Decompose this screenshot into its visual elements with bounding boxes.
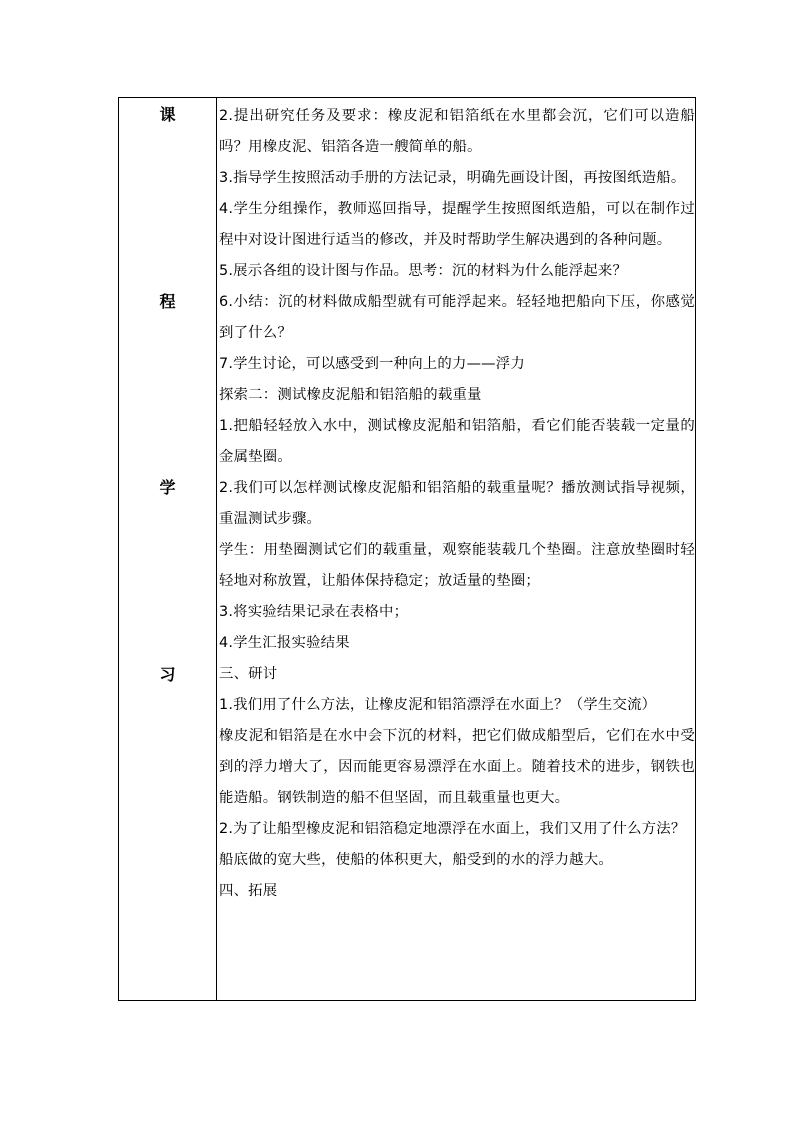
content-column [217,98,695,1000]
paragraph: 橡皮泥和铝箔是在水中会下沉的材料，把它们做成船型后，它们在水中受到的浮力增大了，因而能更容易漂浮在水面上。随着技术的进步，钢铁也能造船。钢铁制造的船不但坚固，而且载重量也更大。 [219,728,695,806]
section-label-char: 习 [159,665,176,684]
section-heading: 三、研讨 [219,666,278,682]
paragraph: 2.我们可以怎样测试橡皮泥船和铝箔船的载重量呢？播放测试指导视频，重温测试步骤。 [219,480,695,527]
paragraph: 7.学生讨论，可以感受到一种向上的力——浮力 [219,356,525,372]
content-text [217,98,695,907]
section-heading: 四、拓展 [219,883,278,899]
section-heading: 探索二：测试橡皮泥船和铝箔船的载重量 [219,387,482,403]
section-label-column [119,98,217,1000]
paragraph: 3.指导学生按照活动手册的方法记录，明确先画设计图，再按图纸造船。 [219,170,686,186]
paragraph: 2.为了让船型橡皮泥和铝箔稳定地漂浮在水面上，我们又用了什么方法？ [219,821,686,837]
paragraph: 3.将实验结果记录在表格中； [219,604,409,620]
paragraph: 4.学生汇报实验结果 [219,635,350,651]
paragraph: 1.把船轻轻放入水中，测试橡皮泥船和铝箔船，看它们能否装载一定量的金属垫圈。 [219,418,695,465]
paragraph: 2.提出研究任务及要求：橡皮泥和铝箔纸在水里都会沉，它们可以造船吗？用橡皮泥、铝箔各造一艘简单的船。 [219,108,695,155]
paragraph: 学生：用垫圈测试它们的载重量，观察能装载几个垫圈。注意放垫圈时轻轻地对称放置，让船体保持稳定；放适量的垫圈； [219,542,695,589]
section-label-char: 课 [159,105,176,124]
paragraph: 4.学生分组操作，教师巡回指导，提醒学生按照图纸造船，可以在制作过程中对设计图进行适当的修改，并及时帮助学生解决遇到的各种问题。 [219,201,695,248]
section-label-char: 程 [159,292,176,311]
paragraph: 1.我们用了什么方法，让橡皮泥和铝箔漂浮在水面上？（学生交流） [219,697,657,713]
section-label-char: 学 [159,478,176,497]
paragraph: 船底做的宽大些，使船的体积更大，船受到的水的浮力越大。 [219,852,613,868]
lesson-table [118,97,696,1001]
paragraph: 5.展示各组的设计图与作品。思考：沉的材料为什么能浮起来？ [219,263,628,279]
paragraph: 6.小结：沉的材料做成船型就有可能浮起来。轻轻地把船向下压，你感觉到了什么？ [219,294,695,341]
